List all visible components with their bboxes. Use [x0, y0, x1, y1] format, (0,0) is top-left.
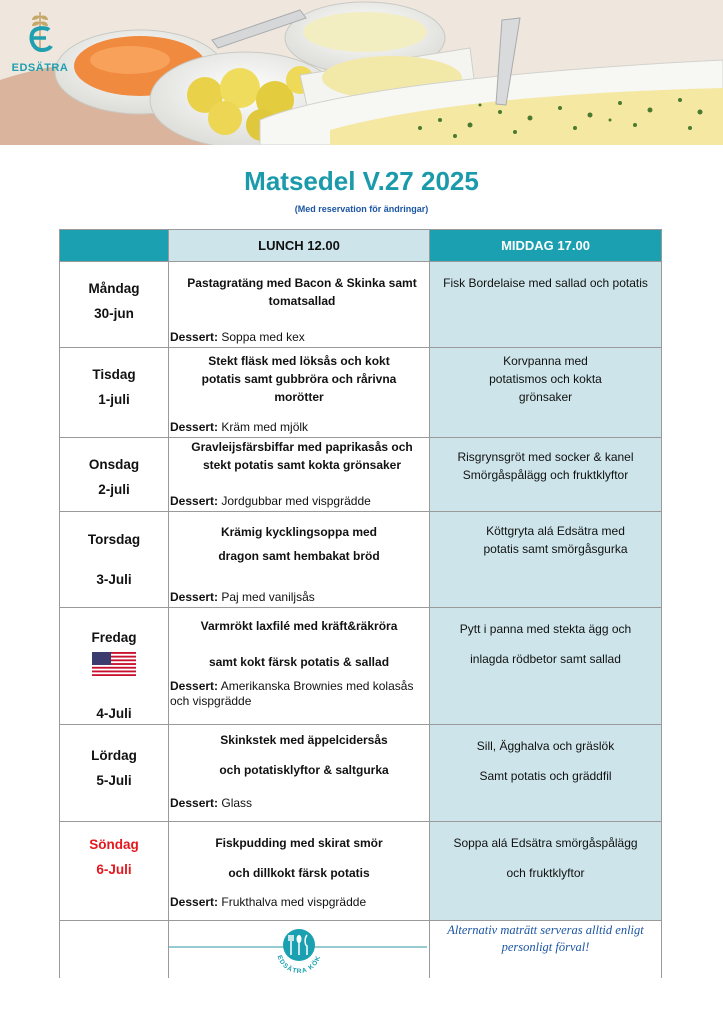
dinner-dish: Pytt i panna med stekta ägg och inlagda rödbetor samt sallad: [459, 622, 632, 666]
lunch-cell: [169, 348, 430, 438]
dessert: Dessert: Paj med vaniljsås: [170, 590, 315, 604]
dessert-text: Kräm med mjölk: [221, 420, 309, 434]
footer-logo-text: EDSÄTRA KÖK: [275, 954, 323, 973]
dinner-dish: Soppa alá Edsätra smörgåspålägg och fruktklyftor: [453, 836, 638, 880]
dessert-text: Amerikanska Brownies med kolasås och vispgrädde: [170, 679, 414, 708]
dessert: Dessert: Amerikanska Brownies med kolasås och vispgrädde: [170, 679, 414, 708]
dinner-header: MIDDAG 17.00: [430, 230, 662, 262]
page-title: Matsedel V.27 2025: [244, 166, 479, 196]
day-cell: [60, 438, 169, 512]
day-name: Torsdag: [87, 532, 141, 547]
footer-note-cell: [430, 921, 662, 979]
dessert-text: Glass: [221, 796, 253, 810]
footer-note: Alternativ maträtt serveras alltid enligt personligt förval!: [447, 923, 644, 954]
header-row: [60, 230, 662, 262]
edsatra-logo: [10, 8, 70, 74]
dessert: Dessert: Jordgubbar med vispgrädde: [170, 494, 371, 508]
day-name: Fredag: [91, 630, 137, 645]
dinner-dish: Risgrynsgröt med socker & kanel Smörgåspålägg och fruktklyftor: [457, 450, 634, 482]
dessert-text: Frukthalva med vispgrädde: [221, 895, 367, 909]
lunch-dish: Stekt fläsk med löksås och kokt potatis samt gubbröra och rårivna morötter: [201, 354, 397, 404]
hero-banner: [0, 0, 723, 145]
day-date: 6-Juli: [96, 862, 132, 877]
day-row-monday: [60, 262, 662, 348]
day-cell: [60, 348, 169, 438]
brand-name: EDSÄTRA: [11, 62, 69, 74]
day-row-friday: [60, 608, 662, 725]
day-name: Lördag: [91, 748, 137, 763]
lunch-dish: Krämig kycklingsoppa med dragon samt hembakat bröd: [218, 525, 380, 563]
page-subtitle: (Med reservation för ändringar): [294, 204, 429, 214]
dinner-cell: [430, 725, 662, 822]
day-row-wednesday: [60, 438, 662, 512]
day-row-tuesday: [60, 348, 662, 438]
dessert-text: Jordgubbar med vispgrädde: [221, 494, 371, 508]
dessert: Dessert: Frukthalva med vispgrädde: [170, 895, 367, 909]
lunch-dish: Varmrökt laxfilé med kräft&räkröra samt kokt färsk potatis & sallad: [200, 619, 398, 669]
lunch-dish: Fiskpudding med skirat smör och dillkokt färsk potatis: [215, 836, 383, 880]
day-date: 30-jun: [94, 306, 134, 321]
dessert: Dessert: Soppa med kex: [170, 330, 305, 344]
wheat-e-icon: [20, 8, 60, 56]
dinner-cell: [430, 348, 662, 438]
day-name: Söndag: [89, 837, 139, 852]
dessert: Dessert: Kräm med mjölk: [170, 420, 309, 434]
lunch-cell: [169, 725, 430, 822]
day-name: Måndag: [88, 281, 140, 296]
dinner-cell: [430, 262, 662, 348]
dinner-cell: [430, 512, 662, 608]
lunch-dish: Skinkstek med äppelcidersås och potatisklyftor & saltgurka: [219, 733, 389, 777]
day-row-thursday: [60, 512, 662, 608]
us-flag-icon: [92, 652, 136, 676]
edsatra-kok-logo: [169, 921, 427, 973]
dessert-text: Soppa med kex: [221, 330, 305, 344]
day-date: 3-Juli: [96, 572, 132, 587]
day-date: 4-Juli: [96, 706, 132, 721]
day-cell: [60, 512, 169, 608]
lunch-header: LUNCH 12.00: [169, 230, 430, 262]
day-date: 2-juli: [98, 482, 130, 497]
footer-logo-cell: [169, 921, 430, 979]
dinner-dish: Sill, Ägghalva och gräslök Samt potatis och gräddfil: [476, 739, 615, 783]
day-cell: [60, 262, 169, 348]
day-name: Tisdag: [92, 367, 136, 382]
day-name: Onsdag: [88, 457, 140, 472]
footer-empty-cell: [60, 921, 169, 979]
dessert: Dessert: Glass: [170, 796, 253, 810]
day-date: 1-juli: [98, 392, 130, 407]
header-empty-cell: [60, 230, 169, 262]
dinner-dish: Köttgryta alá Edsätra med potatis samt smörgåsgurka: [483, 524, 628, 556]
day-cell: [60, 822, 169, 921]
dinner-cell: [430, 608, 662, 725]
lunch-cell: [169, 822, 430, 921]
day-date: 5-Juli: [96, 773, 132, 788]
dinner-dish: Korvpanna med potatismos och kokta grönsaker: [489, 354, 602, 404]
footer-row: [60, 921, 662, 979]
lunch-cell: [169, 512, 430, 608]
day-row-saturday: [60, 725, 662, 822]
day-cell: [60, 725, 169, 822]
dinner-cell: [430, 438, 662, 512]
dessert-text: Paj med vaniljsås: [221, 590, 315, 604]
day-row-sunday: [60, 822, 662, 921]
food-photo: [0, 0, 723, 145]
menu-table: [59, 229, 662, 978]
dinner-cell: [430, 822, 662, 921]
dinner-dish: Fisk Bordelaise med sallad och potatis: [443, 276, 648, 290]
day-cell: [60, 608, 169, 725]
lunch-cell: [169, 262, 430, 348]
lunch-cell: [169, 608, 430, 725]
lunch-dish: Gravleijsfärsbiffar med paprikasås och stekt potatis samt kokta grönsaker: [191, 440, 413, 472]
lunch-dish: Pastagratäng med Bacon & Skinka samt tomatsallad: [187, 276, 417, 308]
lunch-cell: [169, 438, 430, 512]
